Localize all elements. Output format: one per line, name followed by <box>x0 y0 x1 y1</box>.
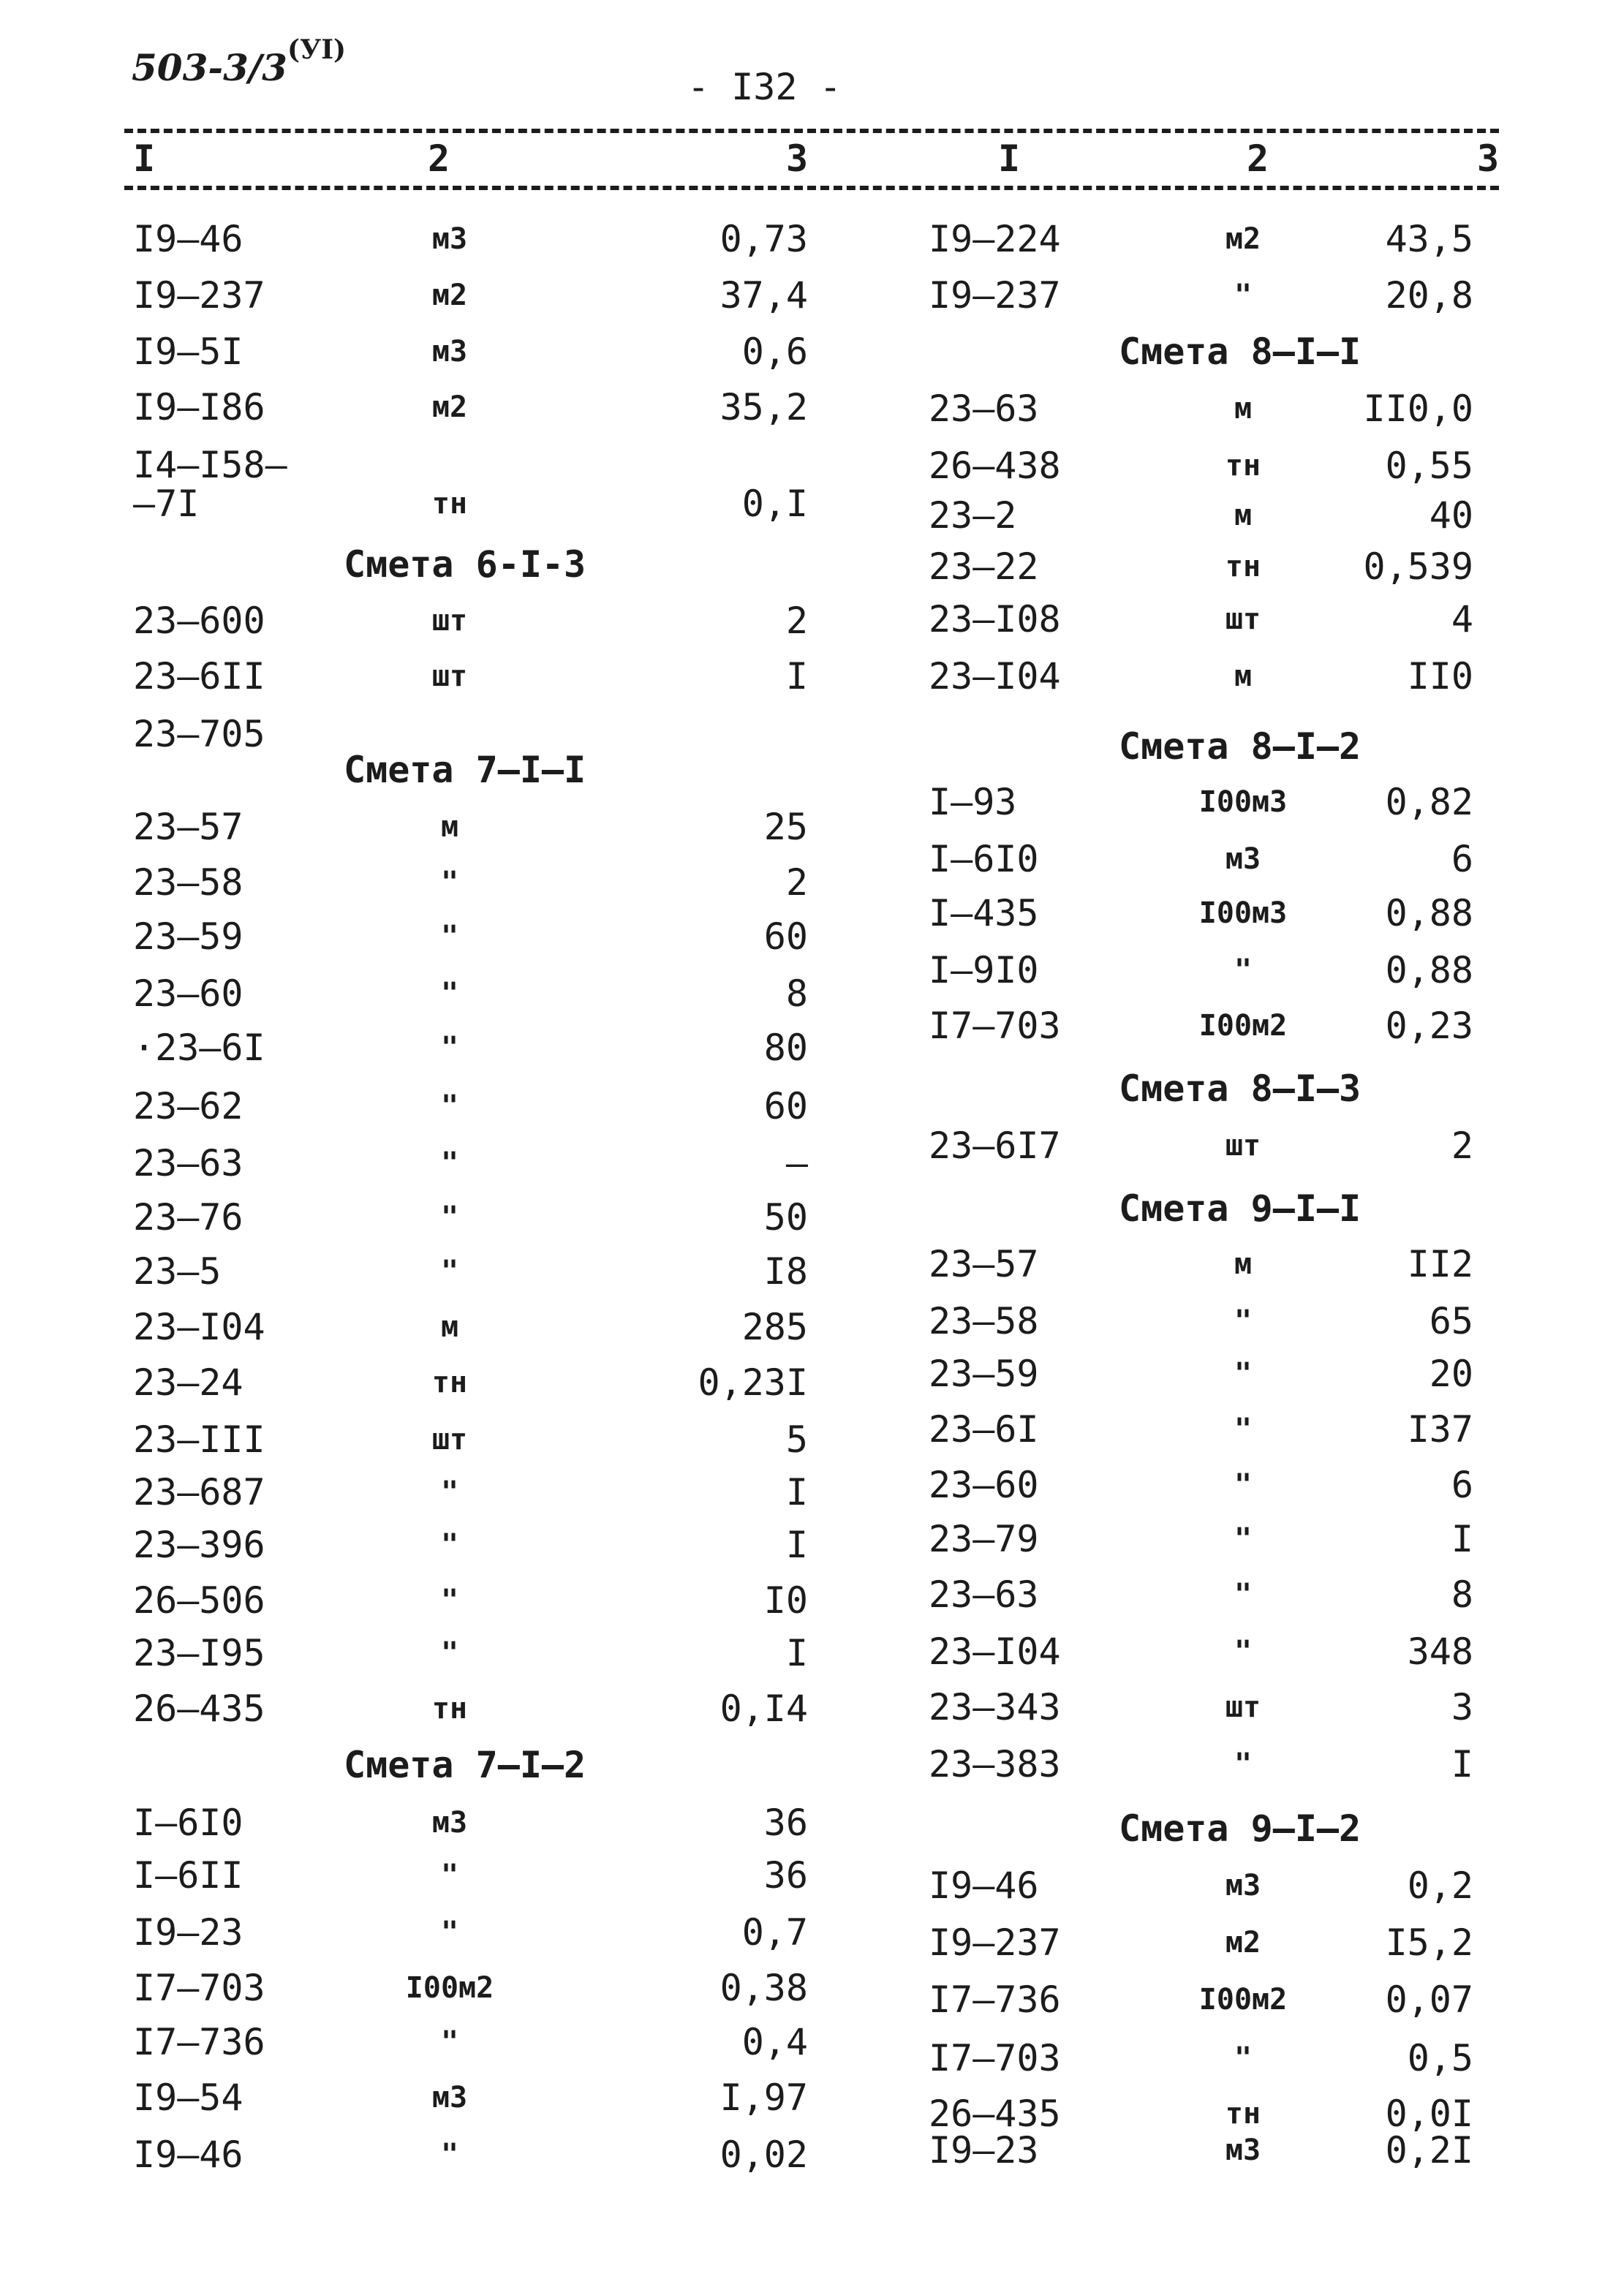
item-code: 23–I04 <box>929 655 1061 698</box>
item-code: 23–59 <box>929 1353 1039 1395</box>
item-quantity: 80 <box>763 1027 808 1069</box>
item-unit: " <box>440 1146 459 1180</box>
item-unit: " <box>1234 1468 1253 1502</box>
table-row <box>0 1573 1624 1617</box>
item-quantity: 37,4 <box>720 274 808 317</box>
item-code: I9–54 <box>133 2076 243 2119</box>
item-unit: " <box>440 1528 459 1562</box>
section-title: Смета 9–I–I <box>1119 1187 1361 1230</box>
item-unit: " <box>440 1031 459 1065</box>
item-unit: м3 <box>431 2081 468 2114</box>
item-quantity: 0,88 <box>1385 949 1473 991</box>
table-row <box>0 2129 1624 2173</box>
item-unit: м3 <box>1225 842 1261 876</box>
table-row <box>0 1353 1624 1396</box>
item-quantity: 0,02 <box>720 2134 808 2176</box>
table-row <box>0 598 1624 642</box>
item-unit: " <box>440 1636 459 1670</box>
item-quantity: 0,I4 <box>720 1687 808 1730</box>
item-quantity: 6 <box>1451 1464 1473 1506</box>
item-code: 23–58 <box>133 861 243 904</box>
item-unit: " <box>440 920 459 953</box>
section-title: Смета 9–I–2 <box>1119 1807 1361 1850</box>
item-code: I9–I86 <box>133 386 265 428</box>
item-code: 23–59 <box>133 915 243 958</box>
item-unit: м <box>440 1310 459 1344</box>
item-quantity: I37 <box>1407 1408 1473 1451</box>
item-unit: тн <box>431 487 468 521</box>
item-code: 23–I04 <box>929 1630 1061 1673</box>
item-code: 23–60 <box>133 972 243 1015</box>
item-unit: м <box>1234 1247 1253 1281</box>
item-unit: " <box>440 1475 459 1509</box>
item-code: 23–79 <box>929 1518 1039 1560</box>
item-code: 23–6I7 <box>929 1125 1061 1167</box>
item-code: I9–23 <box>929 2129 1039 2172</box>
item-quantity: I0 <box>763 1579 808 1622</box>
item-code: I9–224 <box>929 218 1061 260</box>
item-code: 23–I95 <box>133 1632 265 1674</box>
item-quantity: 3 <box>1451 1686 1473 1728</box>
item-quantity: 25 <box>763 806 808 848</box>
item-unit: I00м3 <box>1198 896 1288 930</box>
item-unit: шт <box>1225 1129 1261 1163</box>
item-quantity: 285 <box>741 1306 808 1348</box>
item-unit: шт <box>431 659 468 693</box>
item-code: I–435 <box>929 892 1039 934</box>
item-code: 23–I08 <box>929 598 1061 640</box>
item-code: ·23–6I <box>133 1027 265 1069</box>
item-unit: " <box>440 1916 459 1949</box>
table-row <box>0 1921 1624 1965</box>
col-header-left-1: I <box>133 137 156 180</box>
col-header-left-2: 2 <box>428 137 450 180</box>
col-header-left-3: 3 <box>786 137 809 180</box>
item-unit: " <box>440 2138 459 2172</box>
table-row <box>0 1300 1624 1344</box>
item-quantity: 0,7 <box>741 1911 808 1954</box>
item-unit: " <box>440 1859 459 1892</box>
item-quantity: 2 <box>1451 1125 1473 1167</box>
item-code: 23–57 <box>929 1243 1039 1285</box>
header-rule-top <box>124 129 1499 133</box>
item-unit: м <box>1234 659 1253 693</box>
header-rule-bottom <box>124 186 1499 190</box>
item-quantity: II0 <box>1407 655 1473 698</box>
item-unit: " <box>1234 279 1253 312</box>
item-quantity: 0,539 <box>1363 545 1473 588</box>
item-unit: " <box>1234 1357 1253 1391</box>
table-row <box>0 545 1624 589</box>
item-unit: " <box>1234 1747 1253 1781</box>
item-quantity: 0,38 <box>720 1967 808 2009</box>
item-quantity: 8 <box>785 972 808 1015</box>
item-quantity: I <box>785 1524 808 1566</box>
item-code: –7I <box>133 483 200 525</box>
item-code: 23–22 <box>929 545 1039 588</box>
item-quantity: 6 <box>1451 838 1473 880</box>
table-row <box>0 445 1624 488</box>
table-row <box>0 1518 1624 1562</box>
item-quantity: I <box>785 1632 808 1674</box>
item-unit: I00м2 <box>405 1971 494 2005</box>
item-unit: " <box>1234 953 1253 987</box>
table-row <box>0 1464 1624 1508</box>
item-quantity: 2 <box>785 600 808 642</box>
table-row <box>0 1864 1624 1908</box>
item-code: I9–46 <box>133 2134 243 2176</box>
item-unit: тн <box>431 1366 468 1399</box>
item-code: I9–237 <box>929 274 1061 317</box>
item-quantity: 36 <box>763 1802 808 1844</box>
item-code: 23–60 <box>929 1464 1039 1506</box>
item-unit: м2 <box>431 279 468 312</box>
section-title: Смета 6-I-3 <box>344 543 586 586</box>
item-quantity: 60 <box>763 915 808 958</box>
table-row <box>0 892 1624 936</box>
item-unit: тн <box>1225 2097 1261 2131</box>
item-code: I7–703 <box>929 2037 1061 2079</box>
item-code: I–93 <box>929 781 1017 823</box>
item-quantity: 20 <box>1429 1353 1473 1395</box>
table-row <box>0 388 1624 431</box>
item-quantity: 0,23 <box>1385 1005 1473 1047</box>
item-code: I–6II <box>133 1854 243 1897</box>
table-row <box>0 2037 1624 2081</box>
item-quantity: 50 <box>763 1196 808 1239</box>
item-unit: " <box>1234 1578 1253 1611</box>
item-unit: шт <box>431 1423 468 1456</box>
item-unit: " <box>440 866 459 899</box>
table-row <box>0 1978 1624 2022</box>
item-code: I9–46 <box>929 1864 1039 1907</box>
item-unit: " <box>440 1255 459 1288</box>
item-quantity: 20,8 <box>1385 274 1473 317</box>
item-code: I4–I58– <box>133 444 287 486</box>
table-row <box>0 655 1624 699</box>
item-code: I7–736 <box>929 1978 1061 2021</box>
item-quantity: 65 <box>1429 1300 1473 1342</box>
item-code: I9–23 <box>133 1911 243 1954</box>
item-code: 23–57 <box>133 806 243 848</box>
item-quantity: 0,07 <box>1385 1978 1473 2021</box>
col-header-right-2: 2 <box>1247 137 1269 180</box>
item-quantity: 8 <box>1451 1573 1473 1616</box>
table-row <box>0 838 1624 882</box>
item-unit: м3 <box>1225 2134 1261 2167</box>
item-code: 23–63 <box>133 1142 243 1184</box>
item-unit: " <box>440 1089 459 1123</box>
item-code: 23–58 <box>929 1300 1039 1342</box>
item-unit: I00м2 <box>1198 1009 1288 1043</box>
item-code: 23–63 <box>929 388 1039 430</box>
page-number: - I32 - <box>687 66 842 108</box>
item-code: 23–III <box>133 1418 265 1461</box>
item-code: 23–343 <box>929 1686 1061 1728</box>
item-unit: м3 <box>1225 1869 1261 1902</box>
table-row <box>0 1005 1624 1048</box>
item-unit: м <box>440 810 459 844</box>
table-row <box>0 1196 1624 1240</box>
document-code <box>132 34 347 89</box>
item-code: I7–736 <box>133 2021 265 2063</box>
item-code: 23–687 <box>133 1471 265 1513</box>
col-header-right-1: I <box>998 137 1021 180</box>
item-unit: тн <box>431 1692 468 1726</box>
item-unit: " <box>440 2025 459 2059</box>
item-unit: " <box>440 977 459 1010</box>
table-row <box>0 1743 1624 1787</box>
item-quantity: I <box>785 655 808 698</box>
item-quantity: I8 <box>763 1250 808 1293</box>
item-quantity: 348 <box>1407 1630 1473 1673</box>
item-quantity: 43,5 <box>1385 218 1473 260</box>
item-code: 23–62 <box>133 1085 243 1127</box>
item-code: 23–63 <box>929 1573 1039 1616</box>
section-title: Смета 7–I–I <box>344 749 586 791</box>
item-unit: м3 <box>431 222 468 256</box>
item-quantity: – <box>785 1142 808 1184</box>
table-row <box>0 494 1624 538</box>
item-quantity: 60 <box>763 1085 808 1127</box>
table-row <box>0 1802 1624 1845</box>
item-code: 23–5 <box>133 1250 222 1293</box>
item-quantity: 0,5 <box>1407 2037 1473 2079</box>
item-unit: тн <box>1225 449 1261 483</box>
item-quantity: 36 <box>763 1854 808 1897</box>
table-row <box>0 1125 1624 1168</box>
item-code: 23–24 <box>133 1361 243 1404</box>
table-row <box>0 781 1624 825</box>
item-unit: шт <box>1225 1690 1261 1724</box>
item-unit: " <box>440 1584 459 1617</box>
item-quantity: 0,4 <box>741 2021 808 2063</box>
item-unit: м <box>1234 392 1253 426</box>
item-code: 26–435 <box>929 2093 1061 2135</box>
item-unit: шт <box>431 604 468 638</box>
item-unit: м2 <box>1225 222 1261 256</box>
item-code: 23–76 <box>133 1196 243 1239</box>
item-unit: м2 <box>431 390 468 424</box>
item-quantity: I <box>1451 1518 1473 1560</box>
item-quantity: I <box>785 1471 808 1513</box>
item-code: I9–5I <box>133 330 243 373</box>
item-quantity: II0,0 <box>1363 388 1473 430</box>
col-header-right-3: 3 <box>1477 137 1500 180</box>
item-quantity: I,97 <box>720 2076 808 2119</box>
table-row <box>0 274 1624 318</box>
item-quantity: 2 <box>785 861 808 904</box>
table-row <box>0 330 1624 374</box>
item-code: I–6I0 <box>133 1802 243 1844</box>
item-quantity: 0,I <box>741 483 808 525</box>
item-unit: м2 <box>1225 1926 1261 1959</box>
table-row <box>0 713 1624 757</box>
item-quantity: 0,2I <box>1385 2129 1473 2172</box>
item-code: 26–435 <box>133 1687 265 1730</box>
item-unit: I00м3 <box>1198 785 1288 819</box>
item-quantity: 0,6 <box>741 330 808 373</box>
item-code: 23–396 <box>133 1524 265 1566</box>
section-title: Смета 8–I–I <box>1119 330 1361 373</box>
item-code: I–6I0 <box>929 838 1039 880</box>
item-code: 23–600 <box>133 600 265 642</box>
item-unit: тн <box>1225 550 1261 583</box>
item-code: I–9I0 <box>929 949 1039 991</box>
item-code: I9–237 <box>133 274 265 317</box>
item-quantity: 0,88 <box>1385 892 1473 934</box>
table-row <box>0 1243 1624 1287</box>
item-code: I7–703 <box>929 1005 1061 1047</box>
item-unit: " <box>440 1201 459 1234</box>
item-code: 23–6I <box>929 1408 1039 1451</box>
item-quantity: 0,0I <box>1385 2093 1473 2135</box>
section-title: Смета 8–I–3 <box>1119 1067 1361 1110</box>
table-row <box>0 949 1624 993</box>
item-code: I9–46 <box>133 218 243 260</box>
item-quantity: 4 <box>1451 598 1473 640</box>
item-unit: м3 <box>431 1806 468 1840</box>
item-quantity: 5 <box>785 1418 808 1461</box>
item-code: 26–506 <box>133 1579 265 1622</box>
item-quantity: 0,73 <box>720 218 808 260</box>
item-quantity: I5,2 <box>1385 1921 1473 1964</box>
item-unit: " <box>1234 1635 1253 1668</box>
item-quantity: 0,23I <box>698 1361 808 1404</box>
item-unit: м3 <box>431 335 468 369</box>
item-code: I7–703 <box>133 1967 265 2009</box>
item-quantity: 35,2 <box>720 386 808 428</box>
table-row <box>0 1408 1624 1452</box>
item-unit: шт <box>1225 602 1261 636</box>
document-code-superscript: (УI) <box>287 34 347 65</box>
item-code: 23–6II <box>133 655 265 698</box>
item-unit: м <box>1234 499 1253 532</box>
item-code: 23–I04 <box>133 1306 265 1348</box>
item-code: I9–237 <box>929 1921 1061 1964</box>
item-unit: " <box>1234 1522 1253 1556</box>
item-unit: " <box>1234 1413 1253 1446</box>
item-code: 26–438 <box>929 445 1061 487</box>
document-code-number: 503-3/3 <box>132 46 287 89</box>
item-quantity: 0,82 <box>1385 781 1473 823</box>
item-code: 23–705 <box>133 713 265 755</box>
item-quantity: I <box>1451 1743 1473 1785</box>
item-code: 23–383 <box>929 1743 1061 1785</box>
table-row <box>0 218 1624 262</box>
item-unit: " <box>1234 2041 1253 2075</box>
table-row <box>0 1630 1624 1674</box>
item-quantity: II2 <box>1407 1243 1473 1285</box>
table-row <box>0 1085 1624 1129</box>
item-unit: I00м2 <box>1198 1983 1288 2017</box>
item-quantity: 0,2 <box>1407 1864 1473 1907</box>
table-row <box>0 1686 1624 1730</box>
section-title: Смета 7–I–2 <box>344 1744 586 1786</box>
item-code: 23–2 <box>929 494 1017 537</box>
item-quantity: 40 <box>1429 494 1473 537</box>
item-quantity: 0,55 <box>1385 445 1473 487</box>
item-unit: " <box>1234 1304 1253 1338</box>
section-title: Смета 8–I–2 <box>1119 725 1361 768</box>
